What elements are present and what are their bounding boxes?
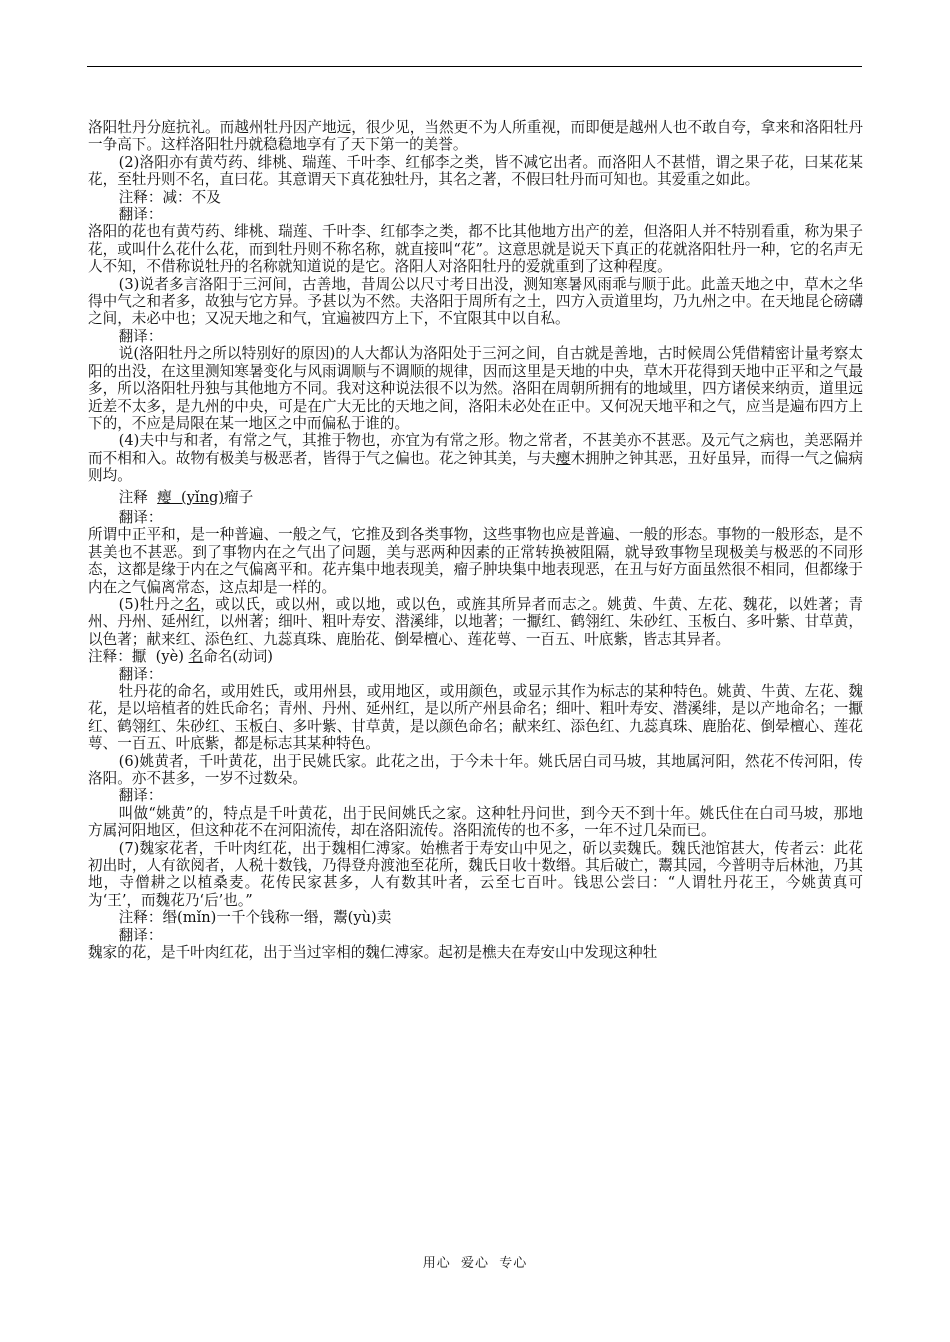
- section-4-original: [88, 432, 863, 484]
- section-4-note-meaning: 瘤子: [224, 488, 254, 506]
- section-4-original-part-b: 木拥肿之钟其恶，丑好虽异，而得一气之偏病则均。: [88, 449, 863, 485]
- document-body: [88, 119, 863, 962]
- section-4-underlined-char: 瘿: [555, 449, 571, 467]
- section-7-note: 注释：缗(mǐn)一千个钱称一缗，鬻(yù)卖: [118, 909, 392, 927]
- section-6-original: (6)姚黄者，千叶黄花，出于民姚氏家。此花之出，于今未十年。姚氏居白司马坡，其地属河阳，然花不传河阳，传洛阳。亦不甚多，一岁不过数朵。: [88, 752, 863, 788]
- section-2-original: (2)洛阳亦有黄芍药、绯桃、瑞莲、千叶李、红郁李之类，皆不减它出者。而洛阳人不甚惜，谓之果子花，曰某花某花，至牡丹则不名，直曰花。其意谓天下真花独牡丹，其名之著，不假曰牡丹而可知也。其爱重之如此。: [88, 153, 863, 189]
- section-3-original: (3)说者多言洛阳于三河间，古善地，昔周公以尺寸考日出没，测知寒暑风雨乖与顺于此。此盖天地之中，草木之华得中气之和者多，故独与它方异。予甚以为不然。夫洛阳于周所有之土，四方入贡道里均，乃九州之中。在天地昆仑磅礴之间，未必中也；又况天地之和气，宜遍被四方上下，不宜限其中以自私。: [88, 275, 863, 328]
- section-4-translation-label: 翻译：: [118, 508, 163, 526]
- section-6-translation-label: 翻译：: [118, 787, 163, 805]
- section-2-translation: 洛阳的花也有黄芍药、绯桃、瑞莲、千叶李、红郁李之类，都不比其他地方出产的差，但洛阳人并不特别看重，称为果子花，或叫什么花什么花，而到牡丹则不称名称，就直接叫“花”。这意思就是说天下真正的花就洛阳牡丹一种，它的名声无人不知，不借称说牡丹的名称就知道说的是它。洛阳人对洛阳牡丹的爱就重到了这种程度。: [88, 223, 863, 276]
- section-7-translation: 魏家的花，是千叶肉红花，出于当过宰相的魏仁溥家。起初是樵夫在寿安山中发现这种牡: [88, 944, 658, 962]
- page-footer: 用心 爱心 专心: [422, 1256, 528, 1271]
- section-5-note: [88, 648, 863, 665]
- section-4-translation: 所谓中正平和，是一种普遍、一般之气，它推及到各类事物，这些事物也应是普遍、一般的形态。事物的一般形态，是不甚美也不甚恶。到了事物内在之气出了问题，美与恶两种因素的正常转换被阻隔，就导致事物呈现极美与极恶的不同形态，这都是缘于内在之气偏离平和。花卉集中地表现美，瘤子肿块集中地表现恶，在丑与好方面虽然很不相同，但都缘于内在之气偏离常态，这点却是一样的。: [88, 526, 863, 596]
- section-5-translation: 牡丹花的命名，或用姓氏，或用州县，或用地区，或用颜色，或显示其作为标志的某种特色。姚黄、牛黄、左花、魏花，是以培植者的姓氏命名；青州、丹州、延州红，是以所产州县命名；细叶、粗叶寿安、潜溪绯，是以产地命名；一擫红、鹤翎红、朱砂红、玉板白、多叶紫、甘草黄，是以颜色命名；献来红、添色红、九蕊真珠、鹿胎花、倒晕檀心、莲花萼、一百五、叶底紫，都是标志其某种特色。: [88, 683, 863, 753]
- section-5-original-part-b: ，或以氏，或以州，或以地，或以色，或旌其所异者而志之。姚黄、牛黄、左花、魏花，以姓著；青州、丹州、延州红，以州著；细叶、粗叶寿安、潜溪绯，以地著；一擫红、鹤翎红、朱砂红、玉板白、多叶紫、甘草黄，以色著；献来红、添色红、九蕊真珠、鹿胎花、倒晕檀心、莲花萼、一百五、叶底紫，皆志其异者。: [88, 595, 863, 648]
- section-4-original-part-a: (4)夫中与和者，有常之气，其推于物也，亦宜为有常之形。物之常者，不甚美亦不甚恶。及元气之病也，美恶隔并而不相和入。故物有极美与极恶者，皆得于气之偏也。花之钟其美，与夫: [88, 432, 863, 467]
- section-3-translation-label: 翻译：: [118, 327, 163, 345]
- paragraph-continuation: 洛阳牡丹分庭抗礼。而越州牡丹因产地远，很少见，当然更不为人所重视，而即便是越州人也不敢自夸，拿来和洛阳牡丹一争高下。这样洛阳牡丹就稳稳地享有了天下第一的美誉。: [88, 119, 863, 154]
- section-4-note: [88, 489, 863, 506]
- section-5-note-meaning: 命名(动词): [203, 648, 273, 666]
- section-2-translation-label: 翻译：: [118, 206, 163, 224]
- section-5-original: [88, 596, 863, 648]
- section-7-original: (7)魏家花者，千叶肉红花，出于魏相仁溥家。始樵者于寿安山中见之，斫以卖魏氏。魏氏池馆甚大，传者云：此花初出时，人有欲阅者，人税十数钱，乃得登舟渡池至花所，魏氏日收十数缗。其后破亡，鬻其园，今普明寺后林池，乃其地，寺僧耕之以植桑麦。花传民家甚多，人有数其叶者，云至七百叶。钱思公尝曰：“人谓牡丹花王，今姚黄真可为‘王’，而魏花乃‘后’也。”: [88, 839, 863, 909]
- section-4-note-prefix: 注释: [118, 488, 158, 506]
- section-6-translation: 叫做“姚黄”的，特点是千叶黄花，出于民间姚氏之家。这种牡丹问世，到今天不到十年。姚氏住在白司马坡，那地方属河阳地区，但这种花不在河阳流传，却在洛阳流传。洛阳流传的也不多，一年不过几朵而已。: [88, 804, 863, 840]
- section-2-note: 注释：减：不及: [118, 188, 221, 206]
- header-rule: [87, 66, 862, 67]
- section-5-note-prefix: 注释：擫 (yè): [88, 648, 184, 666]
- section-5-note-term: 名: [188, 648, 204, 666]
- section-7-translation-label: 翻译：: [118, 926, 163, 944]
- section-5-underlined-char: 名: [185, 595, 201, 613]
- section-4-note-term: 瘿 (yǐng): [157, 488, 225, 506]
- section-3-translation: 说(洛阳牡丹之所以特别好的原因)的人大都认为洛阳处于三河之间，自古就是善地，古时候周公凭借精密计量考察太阳的出没，在这里测知寒暑变化与风雨调顺与不调顺的规律，因而这里是天地的中央，草木开花得到天地中正平和之气最多，所以洛阳牡丹独与其他地方不同。我对这种说法很不以为然。洛阳在周朝所拥有的地域里，四方诸侯来纳贡，道里远近差不太多，是九州的中央，可是在广大无比的天地之间，洛阳未必处在正中。又何况天地平和之气，应当是遍布四方上下的，不应是局限在某一地区之中而偏私于谁的。: [88, 345, 863, 432]
- section-5-translation-label: 翻译：: [118, 665, 163, 683]
- section-5-original-part-a: (5)牡丹之: [118, 595, 186, 613]
